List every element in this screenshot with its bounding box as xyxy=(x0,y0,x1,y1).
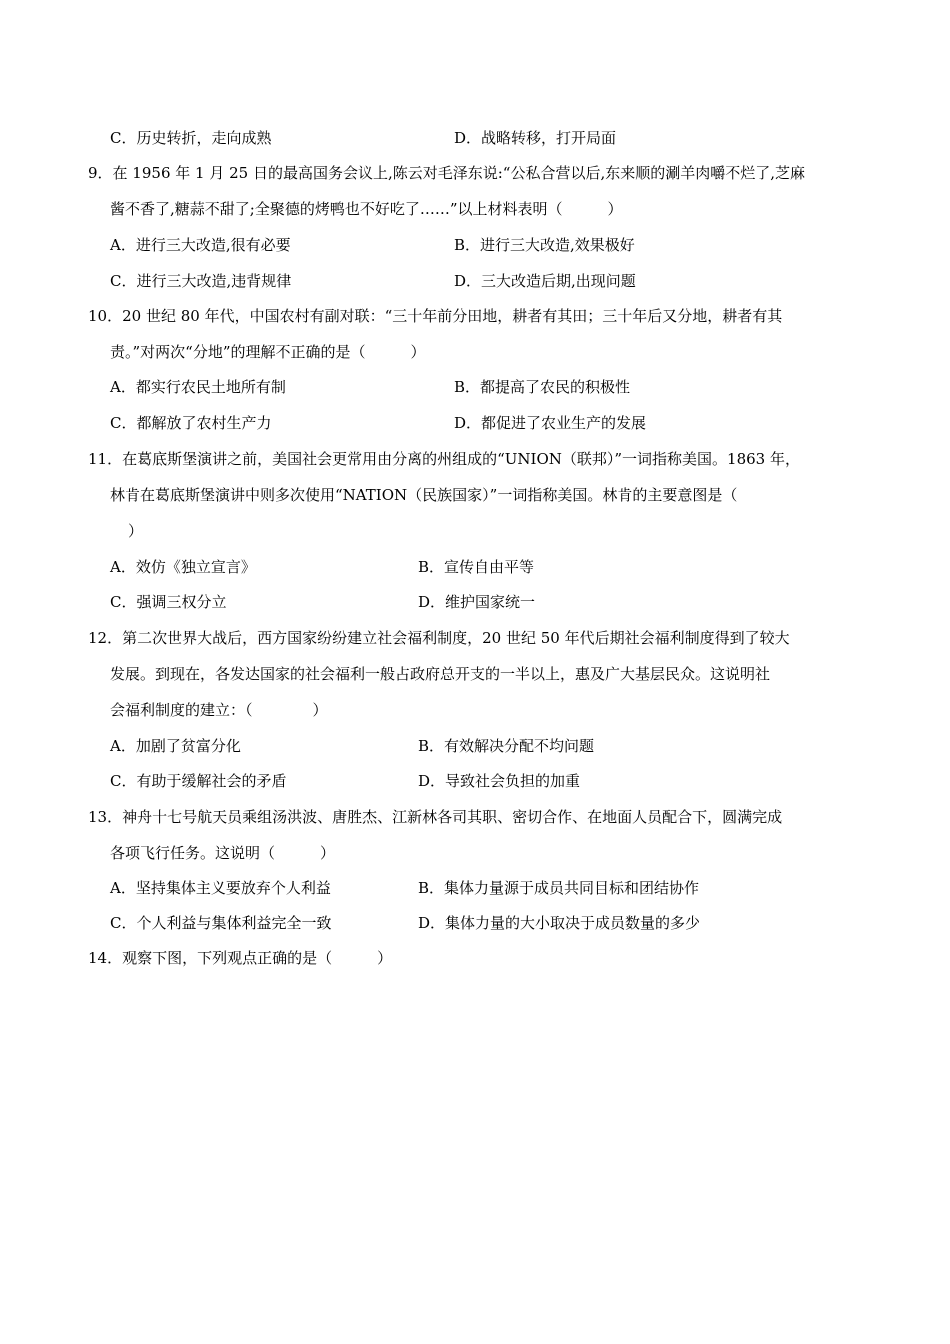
q9-option-c: C．进行三大改造,违背规律 xyxy=(110,272,292,290)
q9-stem-line1: 9．在 1956 年 1 月 25 日的最高国务会议上,陈云对毛泽东说:“公私合营以后,东来顺的涮羊肉嚼不烂了,芝麻 xyxy=(88,164,805,182)
q11-option-a: A．效仿《独立宣言》 xyxy=(110,558,256,576)
q9-option-a: A．进行三大改造,很有必要 xyxy=(110,236,291,254)
q12-option-c: C．有助于缓解社会的矛盾 xyxy=(110,772,287,790)
q8-option-d: D．战略转移，打开局面 xyxy=(454,129,617,147)
q9-option-b: B．进行三大改造,效果极好 xyxy=(454,236,635,254)
q11-option-c: C．强调三权分立 xyxy=(110,593,227,611)
q12-option-d: D．导致社会负担的加重 xyxy=(418,772,581,790)
q11-stem-line3: ） xyxy=(128,522,144,540)
q10-stem-line2: 责。”对两次“分地”的理解不正确的是（ ） xyxy=(110,343,426,361)
q13-option-d: D．集体力量的大小取决于成员数量的多少 xyxy=(418,914,701,932)
q10-option-d: D．都促进了农业生产的发展 xyxy=(454,414,647,432)
q14-stem-line1: 14．观察下图，下列观点正确的是（ ） xyxy=(88,949,393,967)
q9-stem-line2: 酱不香了,糖蒜不甜了;全聚德的烤鸭也不好吃了……”以上材料表明（ ） xyxy=(110,200,623,218)
q12-stem-line3: 会福利制度的建立：（ ） xyxy=(110,701,328,719)
q12-stem-line1: 12．第二次世界大战后，西方国家纷纷建立社会福利制度，20 世纪 50 年代后期社会福利制度得到了较大 xyxy=(88,629,790,647)
q13-stem-line2: 各项飞行任务。这说明（ ） xyxy=(110,844,336,862)
q12-stem-line2: 发展。到现在，各发达国家的社会福利一般占政府总开支的一半以上，惠及广大基层民众。这说明社 xyxy=(110,665,771,683)
q10-option-b: B．都提高了农民的积极性 xyxy=(454,378,631,396)
q9-option-d: D．三大改造后期,出现问题 xyxy=(454,272,636,290)
q10-option-c: C．都解放了农村生产力 xyxy=(110,414,272,432)
q13-option-c: C．个人利益与集体利益完全一致 xyxy=(110,914,332,932)
q13-option-a: A．坚持集体主义要放弃个人利益 xyxy=(110,879,331,897)
q11-option-d: D．维护国家统一 xyxy=(418,593,536,611)
q13-option-b: B．集体力量源于成员共同目标和团结协作 xyxy=(418,879,700,897)
q10-option-a: A．都实行农民土地所有制 xyxy=(110,378,286,396)
q13-stem-line1: 13．神舟十七号航天员乘组汤洪波、唐胜杰、江新林各司其职、密切合作、在地面人员配合下，圆满完成 xyxy=(88,808,783,826)
q12-option-b: B．有效解决分配不均问题 xyxy=(418,737,595,755)
q12-option-a: A．加剧了贫富分化 xyxy=(110,737,241,755)
q10-stem-line1: 10．20 世纪 80 年代，中国农村有副对联：“三十年前分田地，耕者有其田；三十年后又分地，耕者有其 xyxy=(88,307,783,325)
q11-stem-line2: 林肯在葛底斯堡演讲中则多次使用“NATION（民族国家）”一词指称美国。林肯的主要意图是（ xyxy=(110,486,738,504)
q11-option-b: B．宣传自由平等 xyxy=(418,558,535,576)
q8-option-c: C．历史转折，走向成熟 xyxy=(110,129,272,147)
q11-stem-line1: 11．在葛底斯堡演讲之前，美国社会更常用由分离的州组成的“UNION（联邦）”一词指称美国。1863 年， xyxy=(88,450,800,468)
